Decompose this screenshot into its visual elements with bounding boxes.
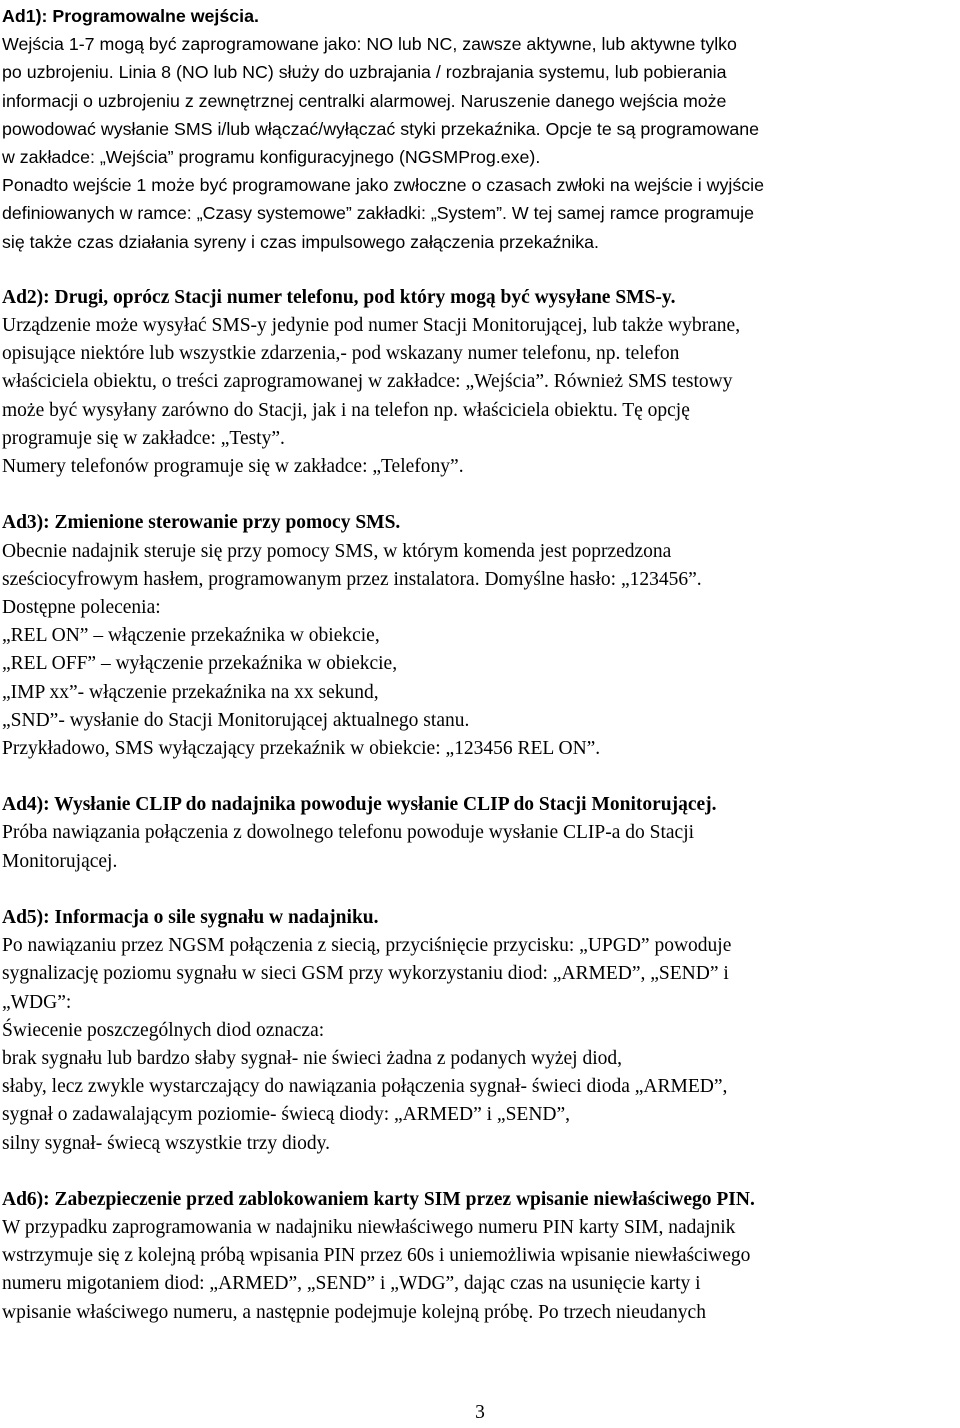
section-heading: Ad1): Programowalne wejścia. — [2, 6, 259, 26]
paragraph-line: Monitorującej. — [2, 850, 118, 872]
paragraph-line: brak sygnału lub bardzo słaby sygnał- nie świeci żadna z podanych wyżej diod, — [2, 1047, 623, 1069]
paragraph-line: Przykładowo, SMS wyłączający przekaźnik w obiekcie: „123456 REL ON”. — [2, 737, 601, 759]
paragraph-line: programuje się w zakładce: „Testy”. — [2, 427, 285, 449]
section-gap — [2, 1158, 954, 1186]
paragraph-line: Wejścia 1-7 mogą być zaprogramowane jako: NO lub NC, zawsze aktywne, lub aktywne tylko — [2, 34, 737, 55]
section-heading: Ad4): Wysłanie CLIP do nadajnika powoduje wysłanie CLIP do Stacji Monitorującej. — [2, 794, 717, 816]
paragraph-line: informacji o uzbrojeniu z zewnętrznej centralki alarmowej. Naruszenie danego wejścia może — [2, 90, 727, 111]
paragraph-line: powodować wysłanie SMS i/lub włączać/wyłączać styki przekaźnika. Opcje te są programowane — [2, 118, 760, 139]
section-gap — [2, 876, 954, 904]
paragraph-line: słaby, lecz zwykle wystarczający do nawiązania połączenia sygnał- świeci dioda „ARMED”, — [2, 1076, 728, 1098]
paragraph-line: definiowanych w ramce: „Czasy systemowe” zakładki: „System”. W tej samej ramce programuje — [2, 203, 754, 224]
paragraph-line: sygnał o zadawalającym poziomie- świecą diody: „ARMED” i „SEND”, — [2, 1104, 571, 1126]
paragraph-line: opisujące niektóre lub wszystkie zdarzenia,- pod wskazany numer telefonu, np. telefon — [2, 343, 680, 365]
paragraph-line: Urządzenie może wysyłać SMS-y jedynie pod numer Stacji Monitorującej, lub także wybrane, — [2, 315, 741, 337]
document-body — [2, 2, 954, 1327]
section-heading: Ad3): Zmienione sterowanie przy pomocy SMS. — [2, 512, 401, 534]
paragraph-line: wpisanie właściwego numeru, a następnie podejmuje kolejną próbę. Po trzech nieudanych — [2, 1301, 706, 1323]
section-gap — [2, 763, 954, 791]
paragraph-line: Próba nawiązania połączenia z dowolnego telefonu powoduje wysłanie CLIP-a do Stacji — [2, 822, 695, 844]
section-ad5 — [2, 904, 954, 1158]
paragraph-line: może być wysyłany zarówno do Stacji, jak i na telefon np. właściciela obiektu. Tę opcję — [2, 399, 690, 421]
section-heading: Ad6): Zabezpieczenie przed zablokowaniem karty SIM przez wpisanie niewłaściwego PIN. — [2, 1188, 755, 1210]
paragraph-line: po uzbrojeniu. Linia 8 (NO lub NC) służy do uzbrajania / rozbrajania systemu, lub pobierania — [2, 62, 727, 83]
section-ad6 — [2, 1186, 954, 1327]
paragraph-line: „SND”- wysłanie do Stacji Monitorującej aktualnego stanu. — [2, 709, 470, 731]
paragraph-line: sześciocyfrowym hasłem, programowanym przez instalatora. Domyślne hasło: „123456”. — [2, 568, 702, 590]
paragraph-line: wstrzymuje się z kolejną próbą wpisania PIN przez 60s i uniemożliwia wpisanie niewłaściwego — [2, 1245, 751, 1267]
paragraph-line: „REL ON” – włączenie przekaźnika w obiekcie, — [2, 625, 380, 647]
paragraph-line: Numery telefonów programuje się w zakładce: „Telefony”. — [2, 456, 464, 477]
paragraph-line: W przypadku zaprogramowania w nadajniku niewłaściwego numeru PIN karty SIM, nadajnik — [2, 1217, 736, 1239]
paragraph-line: „REL OFF” – wyłączenie przekaźnika w obiekcie, — [2, 653, 398, 675]
section-heading: Ad2): Drugi, oprócz Stacji numer telefonu, pod który mogą być wysyłane SMS-y. — [2, 286, 676, 308]
section-ad3 — [2, 509, 954, 763]
paragraph-line: Dostępne polecenia: — [2, 596, 161, 618]
paragraph-line: się także czas działania syreny i czas impulsowego załączenia przekaźnika. — [2, 231, 599, 252]
section-heading: Ad5): Informacja o sile sygnału w nadajniku. — [2, 907, 379, 928]
paragraph-line: Ponadto wejście 1 może być programowane jako zwłoczne o czasach zwłoki na wejście i wyjście — [2, 175, 764, 196]
paragraph-line: sygnalizację poziomu sygnału w sieci GSM przy wykorzystaniu diod: „ARMED”, „SEND” i — [2, 963, 729, 985]
paragraph-line: w zakładce: „Wejścia” programu konfiguracyjnego (NGSMProg.exe). — [2, 146, 541, 167]
page-number: 3 — [475, 1402, 485, 1423]
paragraph-line: „WDG”: — [2, 991, 72, 1013]
section-ad1 — [2, 2, 954, 256]
paragraph-line: właściciela obiektu, o treści zaprogramowanej w zakładce: „Wejścia”. Również SMS testowy — [2, 371, 733, 393]
paragraph-line: Świecenie poszczególnych diod oznacza: — [2, 1019, 325, 1041]
section-gap — [2, 256, 954, 284]
section-gap — [2, 481, 954, 509]
section-ad2 — [2, 284, 954, 481]
paragraph-line: silny sygnał- świecą wszystkie trzy diody. — [2, 1132, 331, 1154]
section-ad4 — [2, 791, 954, 876]
paragraph-line: Po nawiązaniu przez NGSM połączenia z siecią, przyciśnięcie przycisku: „UPGD” powoduje — [2, 935, 732, 957]
paragraph-line: „IMP xx”- włączenie przekaźnika na xx sekund, — [2, 681, 379, 703]
paragraph-line: Obecnie nadajnik steruje się przy pomocy SMS, w którym komenda jest poprzedzona — [2, 540, 672, 562]
paragraph-line: numeru migotaniem diod: „ARMED”, „SEND” i „WDG”, dając czas na usunięcie karty i — [2, 1273, 701, 1295]
